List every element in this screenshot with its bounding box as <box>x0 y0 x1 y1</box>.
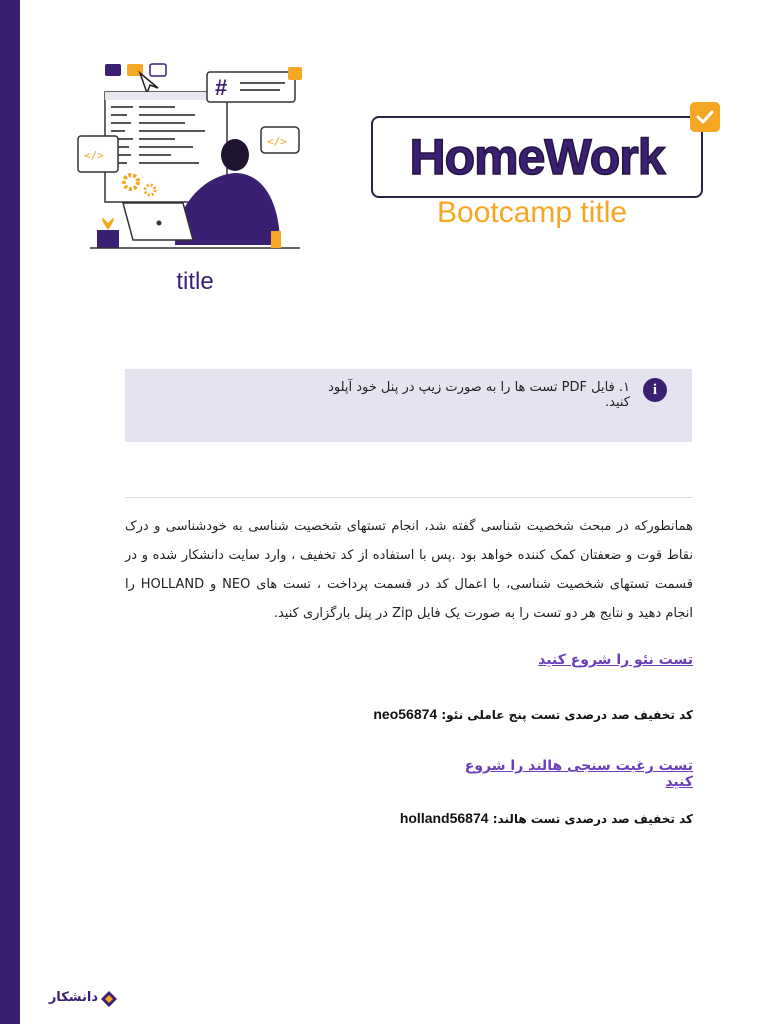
note-text: ۱. فایل PDF تست ها را به صورت زیپ در پنل خود آپلود کنید. <box>328 380 630 410</box>
neo-code-label: کد تخفیف صد درصدی تست پنج عاملی نئو: <box>441 708 693 722</box>
neo-code-value: neo56874 <box>373 706 438 722</box>
logo-text: دانشکار <box>48 990 98 1005</box>
divider <box>125 497 693 498</box>
info-icon: i <box>643 378 667 402</box>
holland-code-label: کد تخفیف صد درصدی تست هالند: <box>492 812 693 826</box>
illustration-title: title <box>176 268 214 295</box>
left-accent-bar <box>0 0 20 1024</box>
neo-test-link[interactable]: تست نئو را شروع کنید <box>538 652 693 668</box>
homework-badge <box>371 116 703 198</box>
holland-discount-code <box>300 810 693 826</box>
svg-text:</>: </> <box>267 135 287 148</box>
check-icon <box>690 102 720 132</box>
holland-code-value: holland56874 <box>399 810 489 826</box>
bootcamp-title: Bootcamp title <box>437 196 628 229</box>
holland-test-link[interactable]: تست رغبت سنجی هالند را شروع کنید <box>464 758 693 790</box>
svg-text:</>: </> <box>84 149 104 162</box>
neo-discount-code <box>300 706 693 722</box>
logo-icon <box>100 990 118 1008</box>
instructions-paragraph: همانطورکه در مبحث شخصیت شناسی گفته شد، انجام تستهای شخصیت شناسی به خودشناسی و درک نقاط قوت و ضعفتان کمک کننده خواهد بود .پس با استفاده از کد تخفیف ، وارد سایت دانشکار شده و در قسمت تستهای شخصیت شناسی، با اعمال کد در قسمت پرداخت ، تست های NEO و HOLLAND را انجام دهید و نتایج هر دو تست را به صورت یک فایل Zip در پنل بارگزاری کنید. <box>125 519 693 621</box>
developer-illustration-icon <box>75 55 310 255</box>
homework-title: HomeWork <box>409 129 665 185</box>
svg-text:#: # <box>215 75 228 100</box>
